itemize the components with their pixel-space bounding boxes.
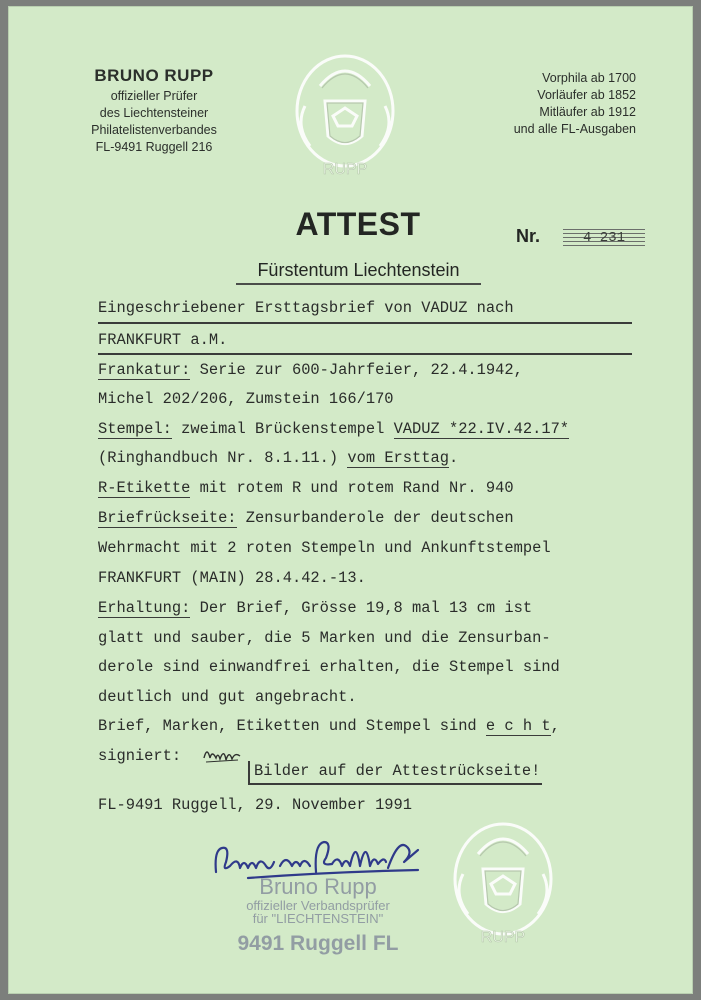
document-title: ATTEST bbox=[295, 206, 421, 242]
rule bbox=[98, 322, 632, 324]
stempel-text: zweimal Brückenstempel bbox=[171, 420, 394, 438]
erhaltung-label: Erhaltung: bbox=[98, 599, 191, 617]
address-line: FL-9491 Ruggell 216 bbox=[95, 140, 213, 154]
r-etikette-line bbox=[98, 478, 514, 498]
echt-prefix: Brief, Marken, Etiketten und Stempel sind bbox=[98, 717, 486, 735]
small-signature-icon bbox=[202, 744, 242, 766]
stempel-value: VADUZ *22.IV.42.17* bbox=[393, 420, 570, 438]
ringhandbuch-line bbox=[98, 448, 458, 468]
expertise-line: Mitläufer ab 1912 bbox=[539, 105, 636, 119]
address-line: des Liechtensteiner bbox=[99, 106, 209, 120]
embossed-seal-icon bbox=[290, 46, 400, 181]
signed-label: signiert: bbox=[98, 747, 182, 765]
text-line: Michel 202/206, Zumstein 166/170 bbox=[98, 390, 394, 408]
stamp-address: 9491 Ruggell FL bbox=[237, 932, 399, 955]
address-line: Philatelistenverbandes bbox=[91, 123, 217, 137]
examiner-stamp bbox=[188, 876, 448, 957]
number-label: Nr. bbox=[516, 226, 541, 246]
images-note: Bilder auf der Attestrückseite! bbox=[248, 761, 542, 785]
frankatur-line bbox=[98, 360, 523, 380]
rueckseite-label: Briefrückseite: bbox=[98, 509, 237, 527]
ersttag-text: vom Ersttag bbox=[347, 449, 449, 467]
embossed-seal-bottom-icon bbox=[448, 814, 558, 949]
comma: , bbox=[550, 717, 560, 735]
expertise-line: Vorphila ab 1700 bbox=[542, 71, 636, 85]
stamp-name: Bruno Rupp bbox=[259, 874, 377, 899]
frankatur-label: Frankatur: bbox=[98, 361, 191, 379]
text-line: Wehrmacht mit 2 roten Stempeln und Ankunftstempel bbox=[98, 539, 551, 557]
expertise-line: und alle FL-Ausgaben bbox=[513, 122, 636, 136]
rule bbox=[98, 353, 632, 355]
erhaltung-text: Der Brief, Grösse 19,8 mal 13 cm ist bbox=[190, 599, 533, 617]
expertise-line: Vorläufer ab 1852 bbox=[537, 88, 636, 102]
text-line: deutlich und gut angebracht. bbox=[98, 688, 357, 706]
address-line: offizieller Prüfer bbox=[110, 89, 198, 103]
echt-word: e c h t bbox=[485, 717, 551, 735]
stempel-label: Stempel: bbox=[98, 420, 172, 438]
rueckseite-text: Zensurbanderole der deutschen bbox=[236, 509, 514, 527]
document-subtitle: Fürstentum Liechtenstein bbox=[236, 260, 481, 285]
examiner-name: BRUNO RUPP bbox=[94, 66, 214, 85]
r-etikette-label: R-Etikette bbox=[98, 479, 191, 497]
stempel-line bbox=[98, 419, 569, 439]
certificate-number: 4 231 bbox=[563, 226, 645, 248]
frankatur-text: Serie zur 600-Jahrfeier, 22.4.1942, bbox=[190, 361, 523, 379]
text-line: glatt und sauber, die 5 Marken und die Zensurban- bbox=[98, 629, 551, 647]
r-etikette-text: mit rotem R und rotem Rand Nr. 940 bbox=[190, 479, 514, 497]
examiner-address bbox=[54, 64, 254, 156]
place-date: FL-9491 Ruggell, 29. November 1991 bbox=[98, 796, 413, 814]
stamp-country: für "LIECHTENSTEIN" bbox=[252, 911, 384, 926]
stamp-role: offizieller Verbandsprüfer bbox=[246, 898, 390, 913]
echt-line bbox=[98, 716, 560, 736]
text-line: derole sind einwandfrei erhalten, die Stempel sind bbox=[98, 658, 560, 676]
svg-text:RUPP: RUPP bbox=[480, 929, 526, 946]
svg-text:RUPP: RUPP bbox=[322, 161, 368, 178]
erhaltung-line bbox=[98, 598, 532, 618]
text-line: FRANKFURT (MAIN) 28.4.42.-13. bbox=[98, 569, 366, 587]
expertise-areas bbox=[416, 70, 636, 138]
rueckseite-line bbox=[98, 508, 514, 528]
text-line: FRANKFURT a.M. bbox=[98, 331, 228, 349]
ringhandbuch-text: (Ringhandbuch Nr. 8.1.11.) bbox=[98, 449, 348, 467]
text-line: Eingeschriebener Ersttagsbrief von VADUZ nach bbox=[98, 299, 514, 317]
certificate-sheet bbox=[8, 6, 693, 994]
period: . bbox=[448, 449, 459, 467]
